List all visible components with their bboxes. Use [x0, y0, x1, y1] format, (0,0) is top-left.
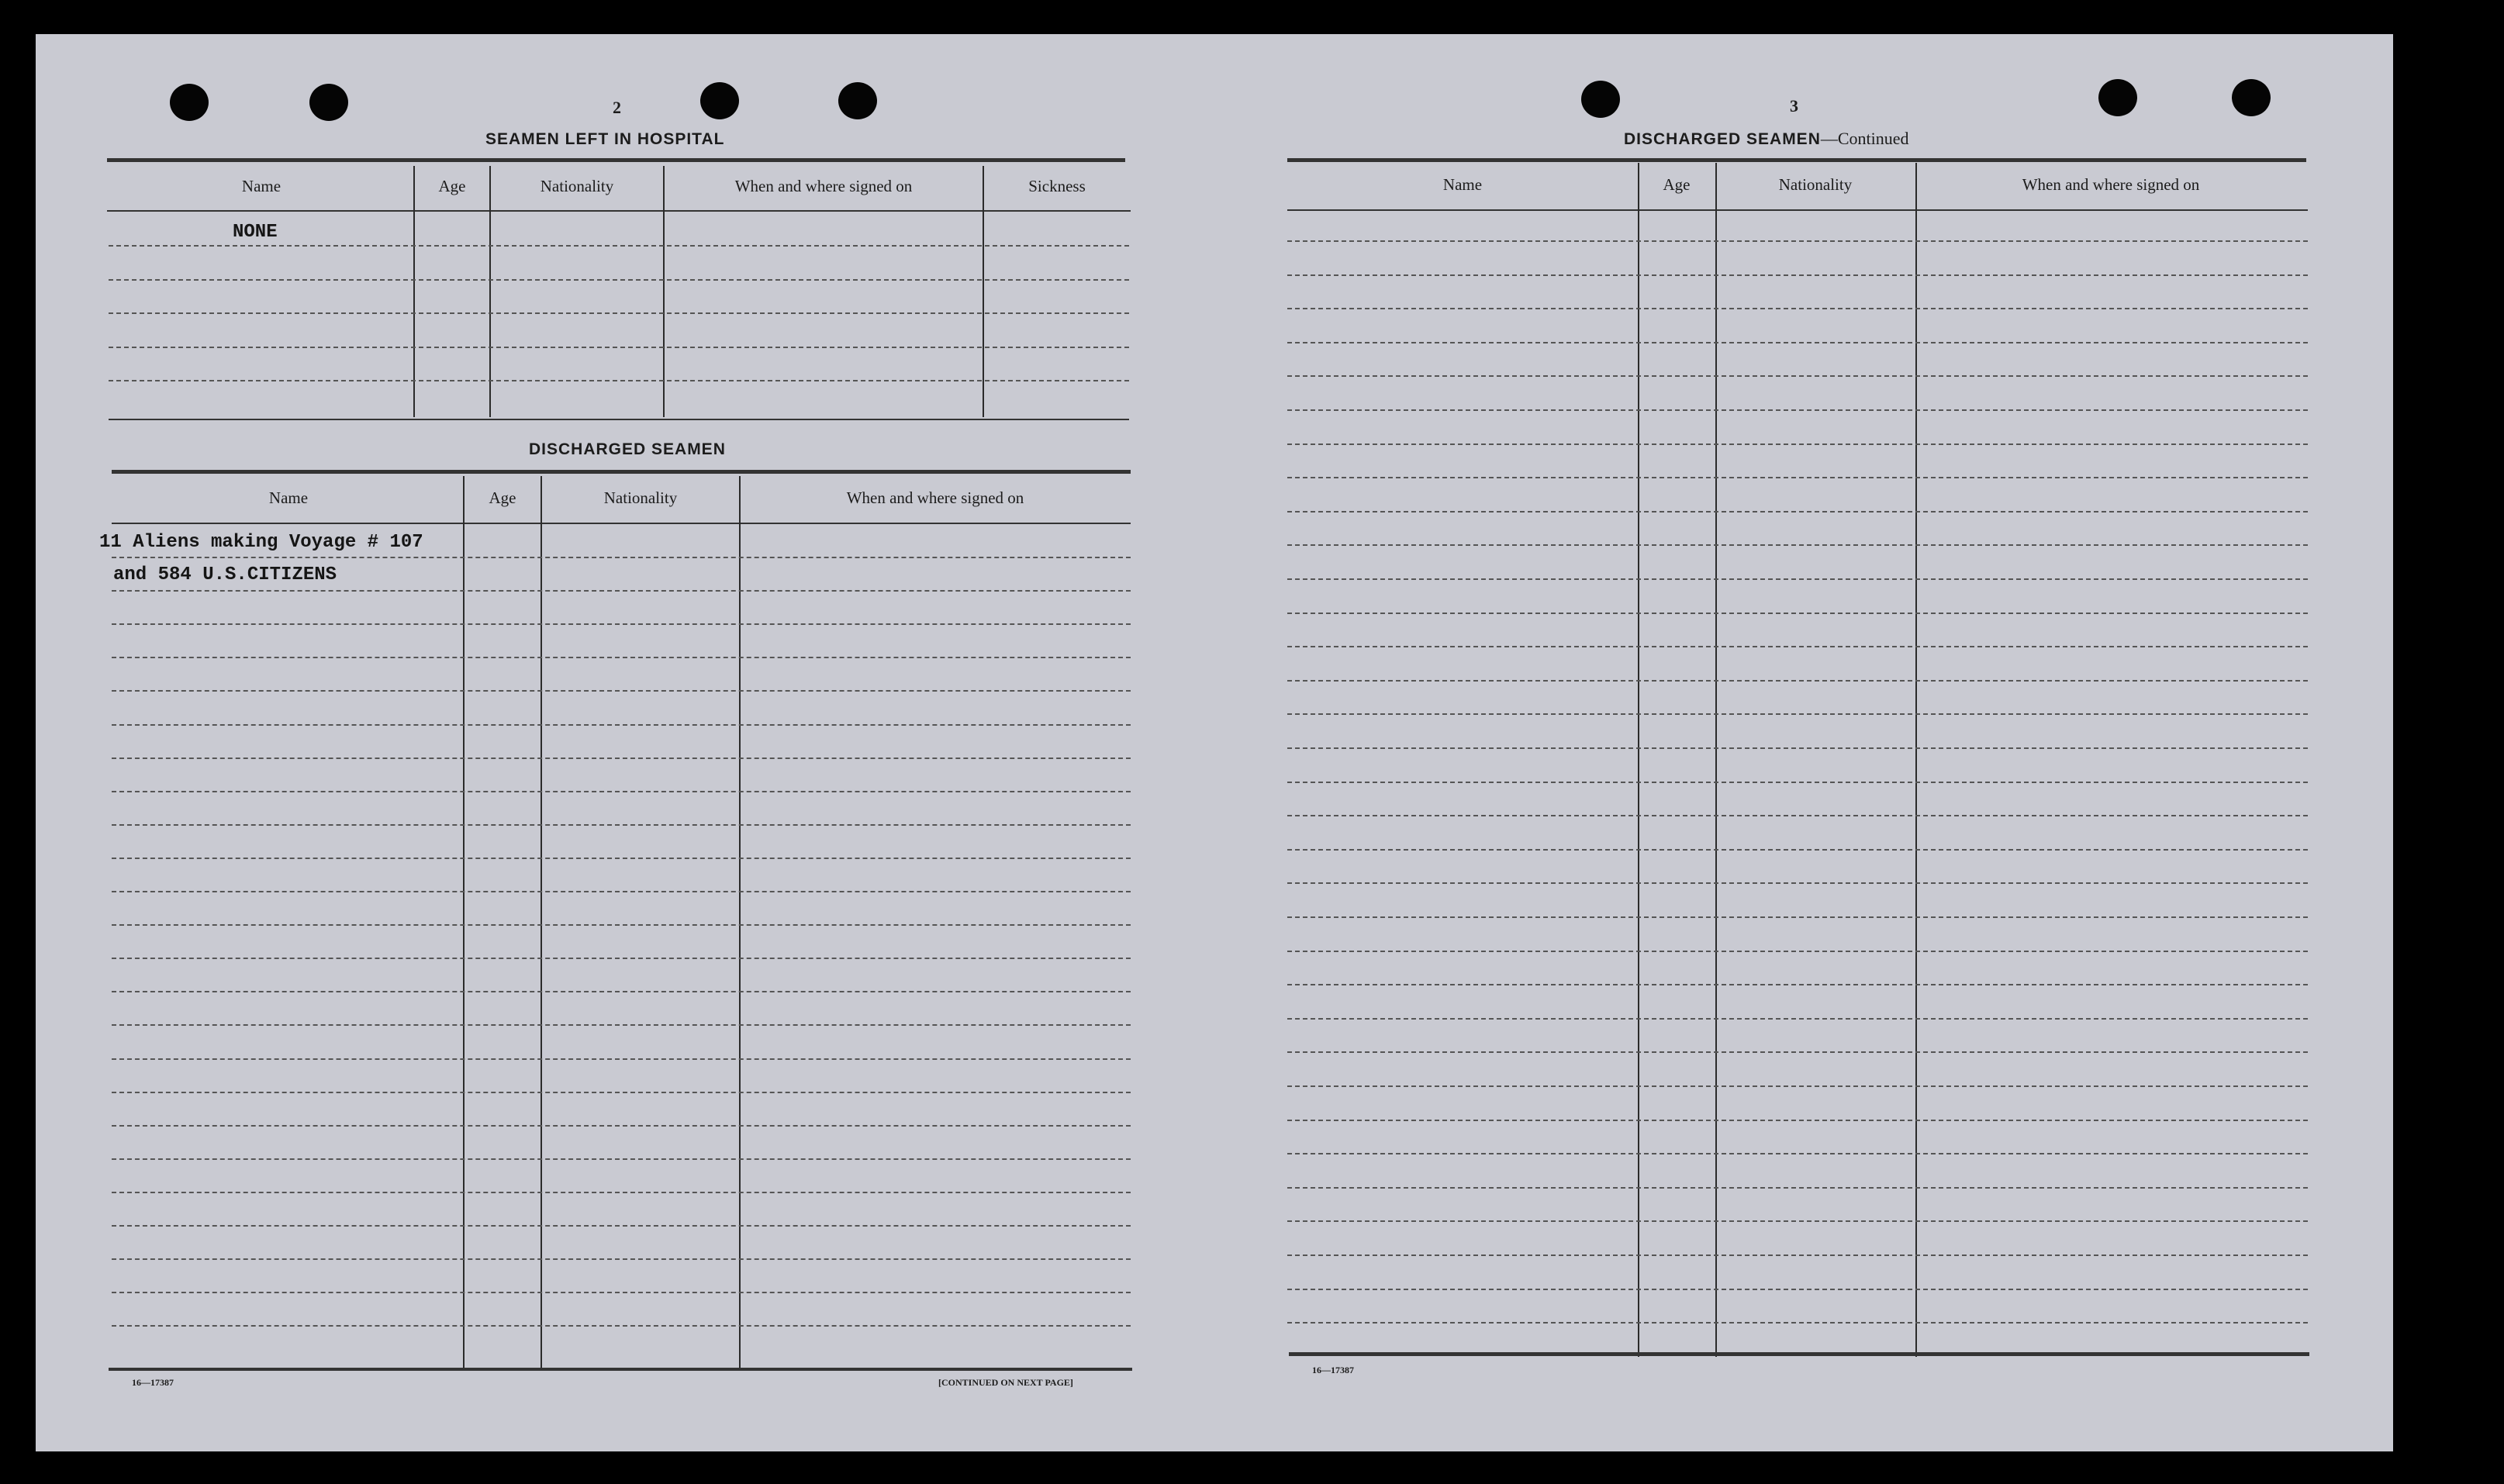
ruled-line — [112, 1024, 1131, 1026]
ruled-line — [1287, 1322, 2308, 1324]
ruled-line — [112, 1258, 1131, 1260]
ruled-line — [1287, 1289, 2308, 1290]
ruled-line — [109, 312, 1129, 314]
left-bottom-rule — [109, 1368, 1132, 1371]
hospital-col-nationality: Nationality — [540, 177, 614, 195]
punch-hole — [700, 82, 739, 119]
ruled-line — [1287, 578, 2308, 580]
ruled-line — [112, 657, 1131, 658]
ruled-line — [112, 991, 1131, 992]
ruled-line — [1287, 1120, 2308, 1121]
discharged-header-rule — [112, 523, 1131, 524]
punch-hole — [1581, 81, 1620, 118]
punch-hole — [2232, 79, 2271, 116]
form-number-left: 16—17387 — [132, 1377, 174, 1388]
hospital-col-age: Age — [438, 177, 466, 195]
ruled-line — [112, 824, 1131, 826]
hospital-header-rule — [107, 210, 1131, 212]
ruled-line — [112, 690, 1131, 692]
ruled-line — [1287, 240, 2308, 242]
ruled-line — [1287, 544, 2308, 546]
ruled-line — [112, 724, 1131, 726]
discharged-col-divider — [463, 476, 465, 1368]
hospital-col-signed-on: When and where signed on — [734, 177, 913, 195]
ruled-line — [1287, 951, 2308, 952]
ruled-line — [112, 891, 1131, 892]
ruled-line — [1287, 274, 2308, 276]
discharged-section-title: DISCHARGED SEAMEN — [529, 440, 726, 458]
ruled-line — [1287, 1018, 2308, 1020]
ruled-line — [109, 245, 1129, 247]
ruled-line — [112, 1125, 1131, 1127]
page-number-right: 3 — [1790, 96, 1798, 116]
ruled-line — [1287, 984, 2308, 985]
ruled-line — [1287, 1085, 2308, 1087]
hospital-top-rule — [107, 158, 1125, 162]
ruled-line — [1287, 342, 2308, 343]
ruled-line — [1287, 646, 2308, 647]
ruled-line — [112, 1292, 1131, 1293]
discharged-entry-line-1: 11 Aliens making Voyage # 107 — [99, 532, 423, 553]
hospital-col-sickness: Sickness — [1028, 177, 1086, 195]
punch-hole — [309, 84, 348, 121]
ruled-line — [1287, 680, 2308, 682]
right-top-rule — [1287, 158, 2306, 162]
ruled-line — [1287, 1051, 2308, 1053]
ruled-line — [1287, 477, 2308, 478]
ruled-line — [1287, 1254, 2308, 1256]
hospital-entry: NONE — [233, 222, 278, 243]
punch-hole — [838, 82, 877, 119]
ruled-line — [109, 279, 1129, 281]
discharged-col-divider — [541, 476, 542, 1368]
ruled-line — [112, 791, 1131, 792]
discharged-continued-title-main: DISCHARGED SEAMEN — [1624, 130, 1821, 148]
document-sheet — [36, 34, 2393, 1451]
discharged-top-rule — [112, 470, 1131, 474]
ruled-line — [1287, 1187, 2308, 1189]
ruled-line — [1287, 1220, 2308, 1222]
punch-hole — [2098, 79, 2137, 116]
right-col-age: Age — [1663, 175, 1691, 194]
right-header-rule — [1287, 209, 2308, 211]
form-number-right: 16—17387 — [1312, 1365, 1354, 1375]
discharged-col-signed-on: When and where signed on — [846, 488, 1024, 507]
ruled-line — [1287, 882, 2308, 884]
ruled-line — [112, 858, 1131, 859]
discharged-col-name: Name — [268, 488, 309, 507]
hospital-section-title: SEAMEN LEFT IN HOSPITAL — [485, 130, 725, 148]
ruled-line — [1287, 713, 2308, 715]
ruled-line — [112, 1192, 1131, 1193]
ruled-line — [112, 1092, 1131, 1093]
right-col-nationality: Nationality — [1778, 175, 1853, 194]
discharged-continued-suffix: —Continued — [1820, 129, 1909, 148]
ruled-line — [1287, 747, 2308, 749]
ruled-line — [112, 1325, 1131, 1327]
discharged-col-nationality: Nationality — [603, 488, 678, 507]
ruled-line — [1287, 815, 2308, 816]
ruled-line — [112, 958, 1131, 959]
ruled-line — [112, 623, 1131, 625]
ruled-line — [112, 924, 1131, 926]
ruled-line — [1287, 916, 2308, 918]
ruled-line — [112, 590, 1131, 592]
ruled-line — [1287, 1153, 2308, 1154]
page-number-left: 2 — [613, 98, 621, 117]
ruled-line — [112, 557, 1131, 558]
right-col-signed-on: When and where signed on — [2022, 175, 2200, 194]
ruled-line — [1287, 409, 2308, 411]
right-bottom-rule — [1289, 1352, 2309, 1356]
discharged-entry-line-2: and 584 U.S.CITIZENS — [113, 564, 337, 585]
ruled-line — [109, 347, 1129, 348]
discharged-continued-title — [1624, 129, 1909, 149]
ruled-line — [1287, 375, 2308, 377]
discharged-col-age: Age — [489, 488, 516, 507]
ruled-line — [112, 1158, 1131, 1160]
ruled-line — [1287, 511, 2308, 512]
discharged-col-divider — [739, 476, 741, 1368]
hospital-bottom-rule — [109, 419, 1129, 420]
ruled-line — [109, 380, 1129, 381]
right-col-name: Name — [1442, 175, 1483, 194]
continued-note: [CONTINUED ON NEXT PAGE] — [938, 1377, 1073, 1388]
ruled-line — [112, 1225, 1131, 1227]
ruled-line — [112, 1058, 1131, 1060]
ruled-line — [112, 758, 1131, 759]
hospital-col-name: Name — [241, 177, 281, 195]
punch-hole — [170, 84, 209, 121]
ruled-line — [1287, 443, 2308, 445]
ruled-line — [1287, 613, 2308, 614]
ruled-line — [1287, 782, 2308, 783]
ruled-line — [1287, 308, 2308, 309]
ruled-line — [1287, 849, 2308, 851]
